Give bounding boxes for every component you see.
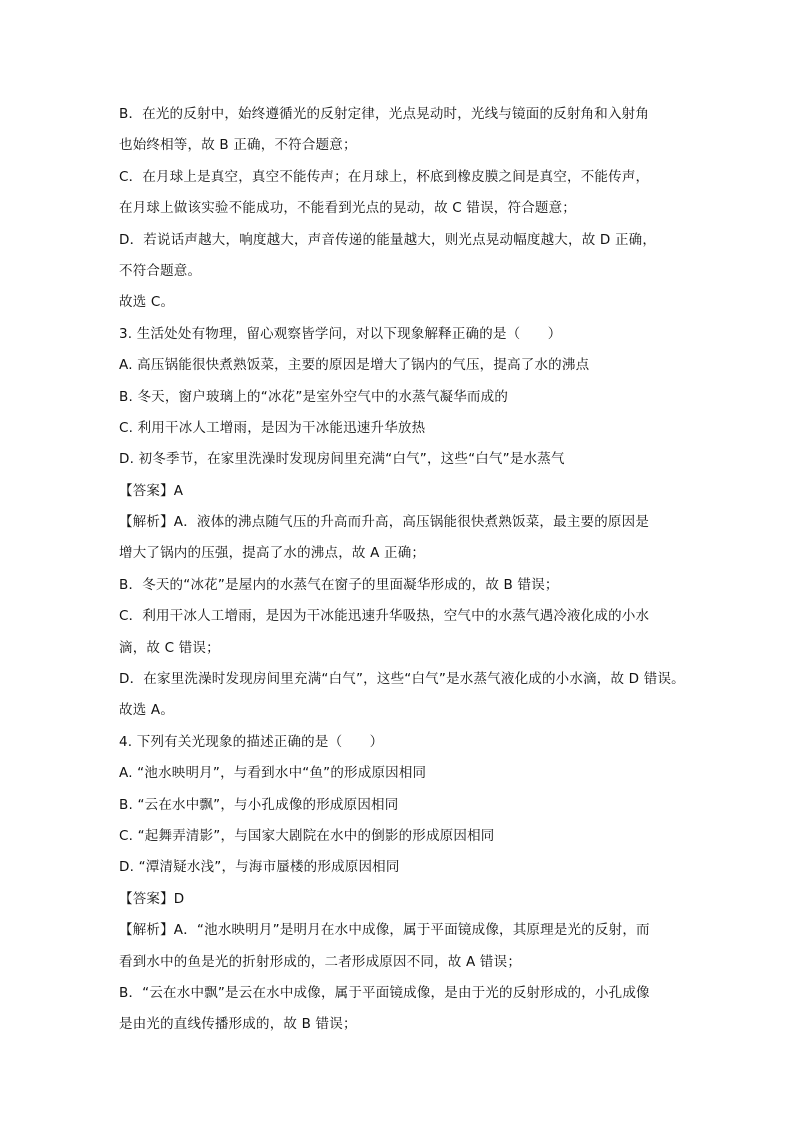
document-body [119,99,689,1041]
text-line: B．冬天的“冰花”是屋内的水蒸气在窗子的里面凝华形成的，故 B 错误； [119,576,559,593]
text-line: C．利用干冰人工增雨，是因为干冰能迅速升华吸热，空气中的水蒸气遇冷液化成的小水 [119,608,650,625]
text-line: 故选 A。 [119,702,175,719]
question-4-option-d: D. “潭清疑水浅”，与海市蜃楼的形成原因相同 [119,859,400,876]
text-line: 故选 C。 [119,294,175,311]
text-line: 在月球上做该实验不能成功，不能看到光点的晃动，故 C 错误，符合题意； [119,200,577,217]
question-3-option-b: B. 冬天，窗户玻璃上的“冰花”是室外空气中的水蒸气凝华而成的 [119,388,509,405]
text-line: 也始终相等，故 B 正确，不符合题意； [119,137,357,154]
question-4-answer: 【答案】D [119,890,185,907]
question-4-option-c: C. “起舞弄清影”，与国家大剧院在水中的倒影的形成原因相同 [119,827,495,844]
question-3-option-c: C. 利用干冰人工增雨，是因为干冰能迅速升华放热 [119,419,426,436]
text-line: 看到水中的鱼是光的折射形成的，二者形成原因不同，故 A 错误； [119,953,522,970]
question-3-analysis: 【解析】A．液体的沸点随气压的升高而升高，高压锅能很快煮熟饭菜，最主要的原因是 [119,514,650,531]
question-4-option-b: B. “云在水中飘”，与小孔成像的形成原因相同 [119,796,399,813]
text-line: 是由光的直线传播形成的，故 B 错误； [119,1016,357,1033]
question-3-option-a: A. 高压锅能很快煮熟饭菜，主要的原因是增大了锅内的气压，提高了水的沸点 [119,357,590,374]
text-line: C．在月球上是真空，真空不能传声；在月球上，杯底到橡皮膜之间是真空，不能传声， [119,168,650,185]
text-line: D．在家里洗澡时发现房间里充满“白气”，这些“白气”是水蒸气液化成的小水滴，故 D 错误。 [119,671,685,688]
text-line: 滴，故 C 错误； [119,639,220,656]
text-line: 不符合题意。 [119,262,202,279]
text-line: B．在光的反射中，始终遵循光的反射定律，光点晃动时，光线与镜面的反射角和入射角 [119,106,650,122]
question-4-analysis: 【解析】A．“池水映明月”是明月在水中成像，属于平面镜成像，其原理是光的反射，而 [119,922,650,939]
question-3-stem: 3. 生活处处有物理，留心观察皆学问，对以下现象解释正确的是（ ） [119,325,562,342]
question-4-stem: 4. 下列有关光现象的描述正确的是（ ） [119,733,384,750]
text-line: B．“云在水中飘”是云在水中成像，属于平面镜成像，是由于光的反射形成的，小孔成像 [119,984,650,1001]
text-line: 增大了锅内的压强，提高了水的沸点，故 A 正确； [119,545,426,562]
text-line: D．若说话声越大，响度越大，声音传递的能量越大，则光点晃动幅度越大，故 D 正确， [119,231,657,248]
question-3-answer: 【答案】A [119,482,184,499]
question-3-option-d: D. 初冬季节，在家里洗澡时发现房间里充满“白气”，这些“白气”是水蒸气 [119,451,565,468]
question-4-option-a: A. “池水映明月”，与看到水中“鱼”的形成原因相同 [119,765,427,782]
